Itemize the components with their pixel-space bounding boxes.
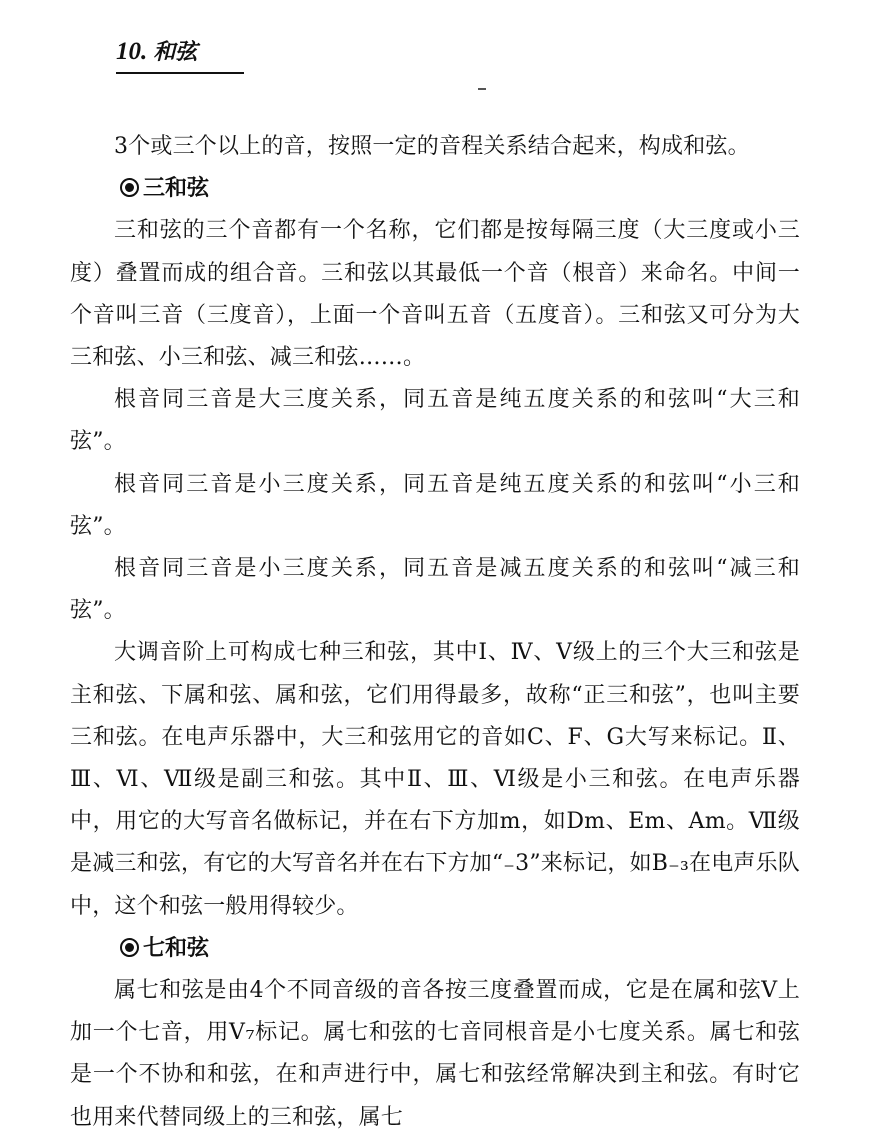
bullet-icon	[120, 938, 139, 957]
triad-paragraph-2: 根音同三音是大三度关系，同五音是纯五度关系的和弦叫“大三和弦”。	[70, 387, 800, 455]
intro-paragraph: 3个或三个以上的音，按照一定的音程关系结合起来，构成和弦。	[114, 134, 750, 159]
seventh-paragraph-1: 属七和弦是由4个不同音级的音各按三度叠置而成，它是在属和弦Ⅴ上加一个七音，用Ⅴ₇标记。属七和弦的七音同根音是小七度关系。属七和弦是一个不协和和弦，在和声进行中，属七和弦经常解决到主和弦。有时它也用来代替同级上的三和弦，属七	[70, 978, 800, 1130]
seventh-subheading	[70, 928, 800, 970]
triad-paragraph-3: 根音同三音是小三度关系，同五音是纯五度关系的和弦叫“小三和弦”。	[70, 471, 800, 539]
seventh-subheading-label: 七和弦	[143, 935, 210, 961]
bullet-icon	[120, 178, 139, 197]
triad-paragraph-4: 根音同三音是小三度关系，同五音是减五度关系的和弦叫“减三和弦”。	[70, 556, 800, 624]
scan-speck	[478, 88, 486, 90]
triad-subheading	[70, 168, 800, 210]
triad-paragraph-5: 大调音阶上可构成七种三和弦，其中Ⅰ、Ⅳ、Ⅴ级上的三个大三和弦是主和弦、下属和弦、属和弦，它们用得最多，故称“正三和弦”，也叫主要三和弦。在电声乐器中，大三和弦用它的音如C、F、G大写来标记。Ⅱ、Ⅲ、Ⅵ、Ⅶ级是副三和弦。其中Ⅱ、Ⅲ、Ⅵ级是小三和弦。在电声乐器中，用它的大写音名做标记，并在右下方加m，如Dm、Em、Am。Ⅶ级是减三和弦，有它的大写音名并在右下方加“₋3”来标记，如B₋₃在电声乐队中，这个和弦一般用得较少。	[70, 640, 800, 919]
body-text	[70, 126, 800, 1139]
section-heading	[116, 36, 244, 74]
section-number: 10.	[116, 38, 148, 65]
section-title: 和弦	[153, 40, 198, 65]
triad-subheading-label: 三和弦	[143, 176, 210, 202]
triad-paragraph-1: 三和弦的三个音都有一个名称，它们都是按每隔三度（大三度或小三度）叠置而成的组合音。三和弦以其最低一个音（根音）来命名。中间一个音叫三音（三度音），上面一个音叫五音（五度音）。三和弦又可分为大三和弦、小三和弦、减三和弦……。	[70, 218, 800, 371]
